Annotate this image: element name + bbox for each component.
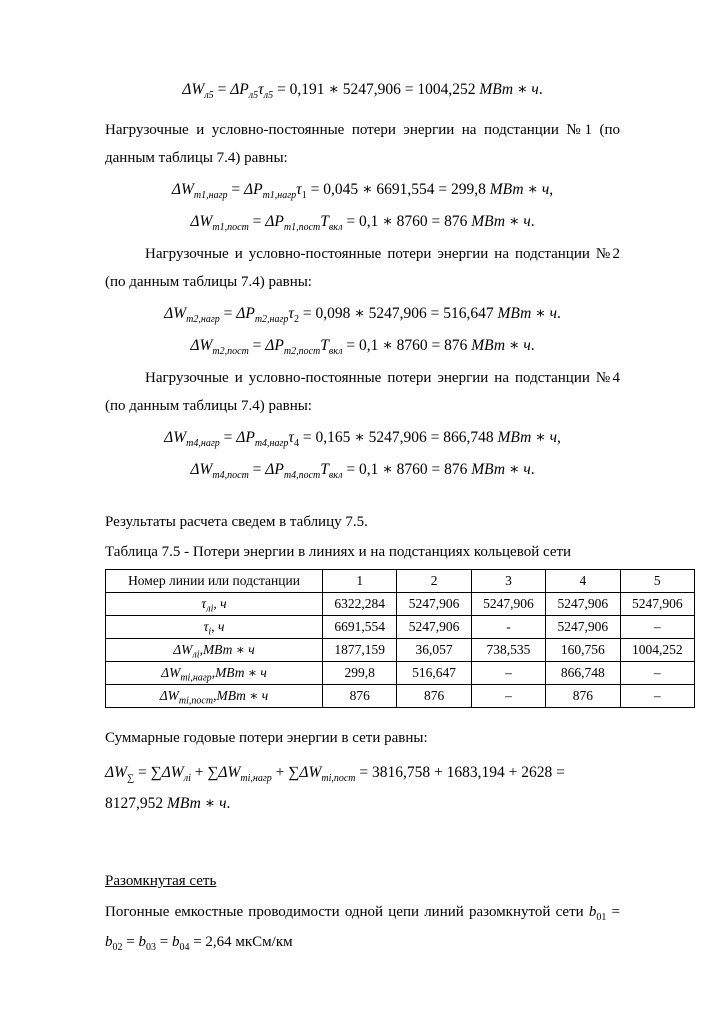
- table-cell: 516,647: [397, 662, 471, 685]
- table-header-row: [106, 570, 695, 593]
- section-heading-open-network: Разомкнутая сеть: [105, 873, 217, 889]
- table-7-5: [105, 569, 695, 708]
- formula-t2-load-losses: $\Delta W_{т2,нагр} = \Delta P_{т2,нагр}\tau_2 = 0,098$ ∗ 5247,906 = 516,647 МВт ∗ ч.: [164, 305, 561, 326]
- table-cell: 1004,252: [620, 639, 694, 662]
- formula-t1-constant-losses: $\Delta W_{т1,пост} = \Delta P_{т1,пост}T_{вкл} = 0,1$ ∗ 8760 = 876 МВт ∗ ч.: [190, 213, 535, 234]
- formula-line5-energy-losses: $\Delta W_{л5} = \Delta P_{л5}\tau_{л5} = 0,191$ ∗ 5247,906 = 1004,252 МВт ∗ ч.: [182, 81, 543, 102]
- table-row-line-losses: [106, 639, 695, 662]
- table-header-col: 2: [397, 570, 471, 593]
- table-cell: –: [620, 685, 694, 708]
- table-row-tau-line: [106, 593, 695, 616]
- table-cell: 6322,284: [323, 593, 397, 616]
- table-cell: –: [620, 662, 694, 685]
- row-label: $\Delta W_{лi},МВт$ ∗ ч: [106, 639, 323, 662]
- formula-t4-load-losses: $\Delta W_{т4,нагр} = \Delta P_{т4,нагр}\tau_4 = 0,165$ ∗ 5247,906 = 866,748 МВт ∗ ч,: [164, 429, 561, 450]
- table-cell: 5247,906: [397, 593, 471, 616]
- table-cell: 5247,906: [546, 593, 620, 616]
- table-cell: 1877,159: [323, 639, 397, 662]
- table-cell: 5247,906: [397, 616, 471, 639]
- row-label: $\tau_{лi}$, ч: [106, 593, 323, 616]
- table-header-label: Номер линии или подстанции: [106, 570, 323, 593]
- table-cell: 738,535: [471, 639, 545, 662]
- table-cell: 5247,906: [546, 616, 620, 639]
- table-cell: 866,748: [546, 662, 620, 685]
- formula-total-annual-losses: $\Delta W_\sum = \sum\Delta W_{лi} + \sum\Delta W_{тi,нагр} + \sum\Delta W_{тi,пост} = 3816,758 + 1683,194 + 2628 = 8127,952$ МВт ∗ ч.: [105, 764, 565, 812]
- table-row-constant-losses: [106, 685, 695, 708]
- table-cell: 5247,906: [471, 593, 545, 616]
- table-cell: -: [471, 616, 545, 639]
- results-intro-line: Результаты расчета сведем в таблицу 7.5.: [105, 514, 368, 530]
- table-row-load-losses: [106, 662, 695, 685]
- row-label: $\Delta W_{тi,пост},МВт$ ∗ ч: [106, 685, 323, 708]
- table-header-col: 5: [620, 570, 694, 593]
- table-header-col: 4: [546, 570, 620, 593]
- paragraph-substation-1: Нагрузочные и условно-постоянные потери энергии на подстанции №1 (по данным таблицы 7.4) равны:: [105, 122, 620, 166]
- table-cell: –: [620, 616, 694, 639]
- table-header-col: 3: [471, 570, 545, 593]
- row-label: $\Delta W_{тi,нагр},МВт$ ∗ ч: [106, 662, 323, 685]
- formula-t4-constant-losses: $\Delta W_{т4,пост} = \Delta P_{т4,пост}T_{вкл} = 0,1$ ∗ 8760 = 876 МВт ∗ ч.: [190, 461, 535, 482]
- table-cell: 876: [323, 685, 397, 708]
- table-cell: 6691,554: [323, 616, 397, 639]
- table-cell: 160,756: [546, 639, 620, 662]
- table-cell: –: [471, 662, 545, 685]
- table-caption: Таблица 7.5 - Потери энергии в линиях и на подстанциях кольцевой сети: [105, 544, 572, 560]
- row-label: $\tau_i$, ч: [106, 616, 323, 639]
- table-cell: 36,057: [397, 639, 471, 662]
- table-cell: –: [471, 685, 545, 708]
- table-cell: 876: [546, 685, 620, 708]
- paragraph-substation-2: Нагрузочные и условно-постоянные потери энергии на подстанции №2 (по данным таблицы 7.4) равны:: [105, 246, 620, 290]
- sum-intro-line: Суммарные годовые потери энергии в сети равны:: [105, 730, 428, 746]
- table-cell: 876: [397, 685, 471, 708]
- formula-t2-constant-losses: $\Delta W_{т2,пост} = \Delta P_{т2,пост}T_{вкл} = 0,1$ ∗ 8760 = 876 МВт ∗ ч.: [190, 337, 535, 358]
- table-row-tau-i: [106, 616, 695, 639]
- table-cell: 5247,906: [620, 593, 694, 616]
- table-header-col: 1: [323, 570, 397, 593]
- formula-t1-load-losses: $\Delta W_{т1,нагр} = \Delta P_{т1,нагр}\tau_1 = 0,045$ ∗ 6691,554 = 299,8 МВт ∗ ч,: [171, 181, 554, 202]
- paragraph-capacitive-conductance: Погонные емкостные проводимости одной цепи линий разомкнутой сети $b_{01} = b_{02} = b_{03} = b_{04} = 2,64$ мкСм/км: [105, 904, 620, 953]
- paragraph-substation-4: Нагрузочные и условно-постоянные потери энергии на подстанции №4 (по данным таблицы 7.4) равны:: [105, 370, 620, 414]
- table-cell: 299,8: [323, 662, 397, 685]
